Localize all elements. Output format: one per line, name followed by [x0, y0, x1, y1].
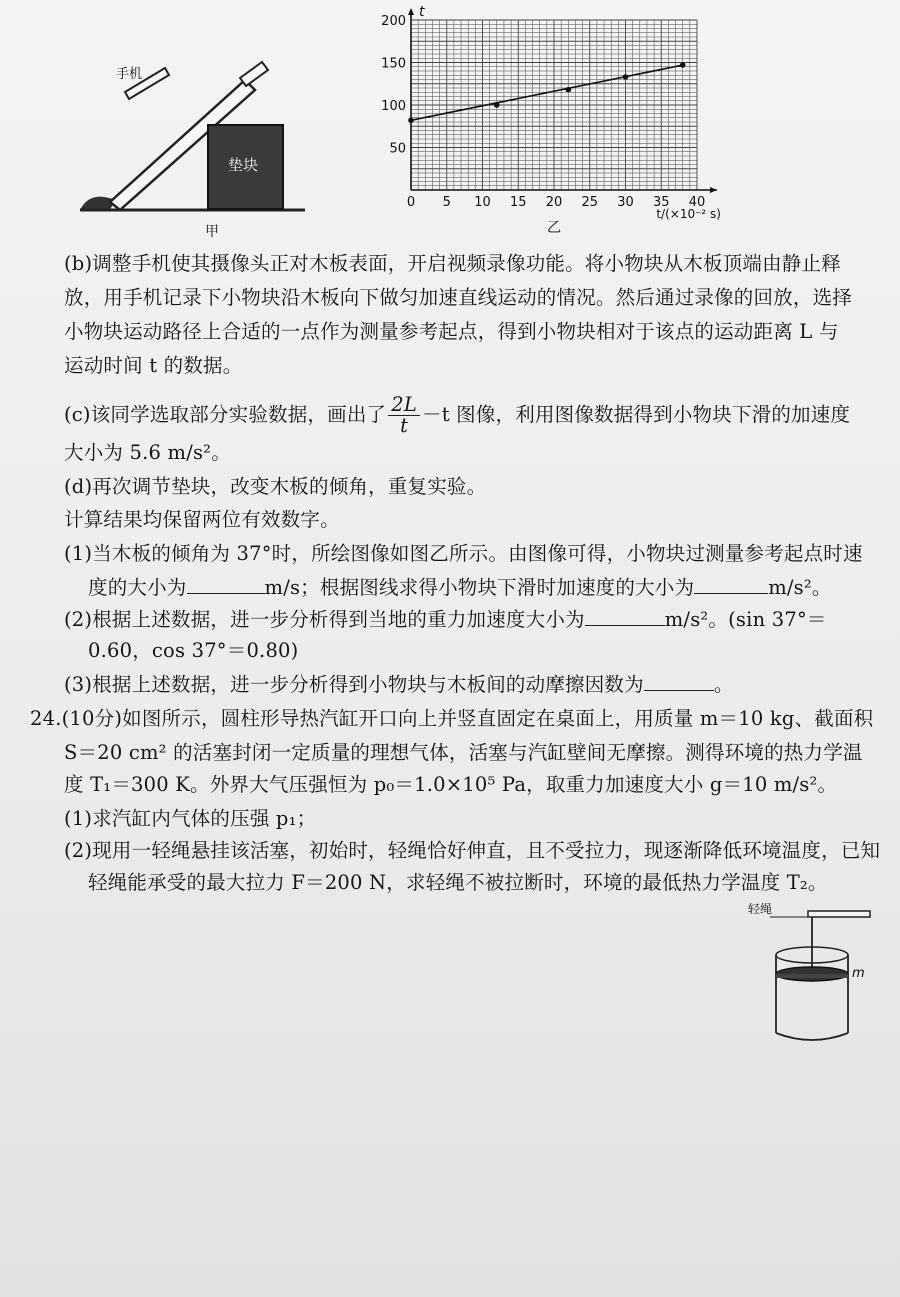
problem-24-q2-line1: (2)现用一轻绳悬挂该活塞，初始时，轻绳恰好伸直，且不受拉力，现逐渐降低环境温度，已知 [64, 839, 881, 862]
mass-label: m [852, 966, 865, 981]
fraction-denominator: t [400, 414, 409, 437]
x-tick-label: 10 [474, 195, 491, 210]
phone-label: 手机 [116, 67, 143, 82]
x-tick-label: 15 [509, 195, 527, 210]
para-d: (d)再次调节垫块，改变木板的倾角，重复实验。 [64, 475, 487, 498]
q1-post: m/s²。 [768, 576, 832, 599]
answer-blank-acceleration[interactable] [694, 575, 768, 594]
problem-24-line1: 24.(10分)如图所示，圆柱形导热汽缸开口向上并竖直固定在桌面上，用质量 m＝10 kg、截面积 [30, 707, 874, 730]
q3-post: 。 [713, 673, 734, 696]
problem-24-line2: S＝20 cm² 的活塞封闭一定质量的理想气体，活塞与汽缸壁间无摩擦。测得环境的热力学温 [64, 741, 863, 764]
x-tick-label: 25 [581, 195, 599, 210]
figure-yi-chart [375, 0, 805, 240]
y-tick-label: 150 [381, 56, 406, 72]
support-bar [808, 911, 870, 917]
x-axis-label: t/(×10⁻² s) [656, 207, 721, 221]
q2-post: m/s²。(sin 37°＝ [664, 608, 827, 631]
para-b-line2: 放，用手机记录下小物块沿木板向下做匀加速直线运动的情况。然后通过录像的回放，选择 [64, 286, 853, 309]
q1-pre: 度的大小为 [88, 576, 187, 599]
y-axis-arrow [408, 8, 414, 15]
para-c-line2: 大小为 5.6 m/s²。 [64, 441, 231, 464]
data-point [680, 62, 686, 68]
para-b-line4: 运动时间 t 的数据。 [64, 354, 243, 377]
y-axis-label: t [419, 4, 425, 20]
data-point [623, 74, 629, 80]
x-tick-label: 35 [652, 195, 670, 210]
y-tick-label: 100 [381, 99, 406, 114]
figure-cylinder [740, 895, 880, 1045]
x-tick-label: 30 [617, 195, 634, 210]
x-axis-arrow [710, 187, 717, 193]
fraction-2L-over-t [388, 395, 420, 436]
data-point [566, 87, 572, 93]
para-b-line3: 小物块运动路径上合适的一点作为测量参考起点，得到小物块相对于该点的运动距离 L 与 [64, 320, 839, 343]
para-b-line1: (b)调整手机使其摄像头正对木板表面，开启视频录像功能。将小物块从木板顶端由静止释 [64, 252, 841, 275]
fraction-numerator: 2L [388, 395, 420, 416]
block-label: 垫块 [228, 156, 259, 174]
question-1-line2 [88, 575, 832, 601]
x-tick-label: 5 [442, 195, 451, 210]
problem-24-line3: 度 T₁＝300 K。外界大气压强恒为 p₀＝1.0×10⁵ Pa，取重力加速度大小 g＝10 m/s²。 [64, 773, 838, 796]
yi-caption: 乙 [547, 220, 561, 236]
answer-blank-gravity[interactable] [585, 607, 665, 626]
figure-jia [70, 50, 320, 250]
problem-24-q1: (1)求汽缸内气体的压强 p₁； [64, 807, 317, 830]
q2-pre: (2)根据上述数据，进一步分析得到当地的重力加速度大小为 [64, 608, 585, 631]
problem-24-q2-line2: 轻绳能承受的最大拉力 F＝200 N，求轻绳不被拉断时，环境的最低热力学温度 T₂。 [88, 871, 828, 894]
x-tick-label: 20 [545, 195, 563, 210]
para-c-post: －t 图像，利用图像数据得到小物块下滑的加速度 [422, 403, 851, 426]
y-tick-label: 200 [381, 14, 406, 29]
precision-note: 计算结果均保留两位有效数字。 [64, 508, 340, 531]
rope-label: 轻绳 [748, 902, 773, 916]
data-point [494, 102, 500, 108]
x-tick-label: 40 [688, 195, 706, 210]
x-tick-label: 0 [406, 195, 416, 210]
y-tick-label: 50 [389, 141, 406, 157]
question-3 [64, 672, 734, 698]
question-2-line2: 0.60，cos 37°＝0.80) [88, 639, 299, 662]
q3-pre: (3)根据上述数据，进一步分析得到小物块与木板间的动摩擦因数为 [64, 673, 644, 696]
para-c-pre: (c)该同学选取部分实验数据，画出了 [64, 403, 387, 426]
question-2-line1 [64, 607, 827, 633]
data-point [408, 118, 414, 124]
para-c-line1 [64, 395, 850, 436]
question-1-line1: (1)当木板的倾角为 37°时，所绘图像如图乙所示。由图像可得，小物块过测量参考起点时速 [64, 542, 863, 565]
jia-caption: 甲 [205, 224, 219, 240]
answer-blank-velocity[interactable] [187, 575, 265, 594]
q1-mid: m/s；根据图线求得小物块下滑时加速度的大小为 [264, 576, 695, 599]
answer-blank-friction[interactable] [644, 672, 714, 691]
